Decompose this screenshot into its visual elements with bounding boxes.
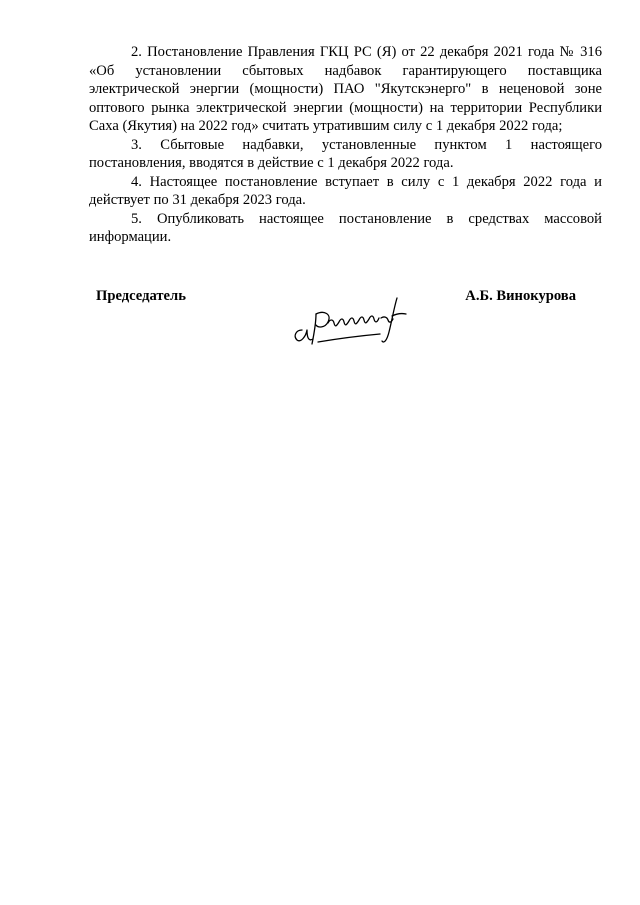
- signature-block: [89, 282, 602, 352]
- signatory-name: А.Б. Винокурова: [465, 288, 576, 304]
- paragraph-5: 5. Опубликовать настоящее постановление в средствах массовой информации.: [89, 210, 602, 245]
- signatory-title: Председатель: [96, 288, 186, 304]
- paragraph-2: 2. Постановление Правления ГКЦ РС (Я) от 22 декабря 2021 года № 316 «Об установлении сбытовых надбавок гарантирующего поставщика электрической энергии (мощности) ПАО "Якутскэнерго" в неценовой зоне оптового рынка электрической энергии (мощности) на территории Республики Саха (Якутия) на 2022 год» считать утратившим силу с 1 декабря 2022 года;: [89, 44, 602, 134]
- paragraph-3: 3. Сбытовые надбавки, установленные пунктом 1 настоящего постановления, вводятся в действие с 1 декабря 2022 года.: [89, 136, 602, 171]
- paragraph-4: 4. Настоящее постановление вступает в силу с 1 декабря 2022 года и действует по 31 декабря 2023 года.: [89, 173, 602, 208]
- handwritten-signature: [288, 290, 412, 350]
- document-body: [89, 43, 602, 247]
